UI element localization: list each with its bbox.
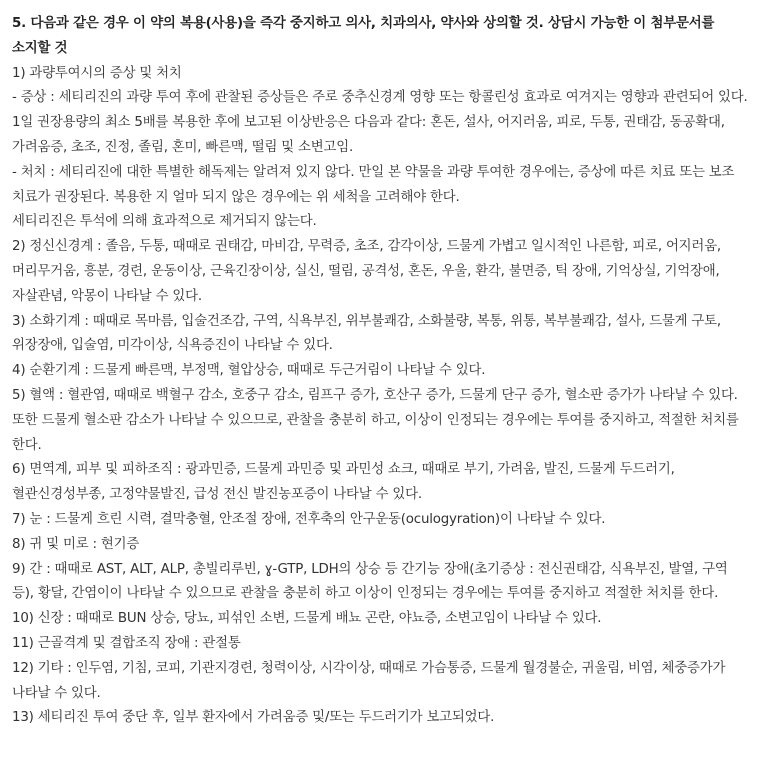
- overdose-symptoms: - 증상 : 세티리진의 과량 투여 후에 관찰된 증상들은 주로 중추신경계 영향 또는 항콜린성 효과로 여겨지는 영향과 관련되어 있다. 1일 권장용량의 최소 5배를 복용한 후에 보고된 이상반응은 다음과 같다: 혼돈, 설사, 어지러움, 피로, 두통, 권태감, 동공확대, 가려움증, 초조, 진정, 졸림, 혼미, 빠른맥, 떨림 및 소변고임.: [12, 90, 748, 155]
- neuro-effects: 2) 정신신경계 : 졸음, 두통, 때때로 권태감, 마비감, 무력증, 초조, 감각이상, 드물게 가볍고 일시적인 나른함, 피로, 어지러움, 머리무거움, 흥분, 경련, 운동이상, 근육긴장이상, 실신, 떨림, 공격성, 혼돈, 우울, 환각, 불면증, 틱 장애, 기억상실, 기억장애, 자살관념, 악몽이 나타날 수 있다.: [12, 239, 721, 304]
- musculoskeletal-effects: 11) 근골격계 및 결합조직 장애 : 관절통: [12, 635, 241, 651]
- other-effects: 12) 기타 : 인두염, 기침, 코피, 기관지경련, 청력이상, 시각이상, 때때로 가슴통증, 드물게 월경불순, 귀울림, 비염, 체중증가가 나타날 수 있다.: [12, 660, 726, 701]
- eye-effects: 7) 눈 : 드물게 흐린 시력, 결막충혈, 안조절 장애, 전후축의 안구운동(oculogyration)이 나타날 수 있다.: [12, 511, 606, 527]
- ear-effects: 8) 귀 및 미로 : 현기증: [12, 536, 140, 552]
- immune-skin-effects: 6) 면역계, 피부 및 피하조직 : 광과민증, 드물게 과민증 및 과민성 쇼크, 때때로 부기, 가려움, 발진, 드물게 두드러기, 혈관신경성부종, 고정약물발진, 급성 전신 발진농포증이 나타날 수 있다.: [12, 462, 675, 503]
- overdose-title: 1) 과량투여시의 증상 및 처치: [12, 65, 182, 81]
- digestive-effects: 3) 소화기계 : 때때로 목마름, 입술건조감, 구역, 식욕부진, 위부불쾌감, 소화불량, 복통, 위통, 복부불쾌감, 설사, 드물게 구토, 위장장애, 입술염, 미각이상, 식욕증진이 나타날 수 있다.: [12, 313, 721, 354]
- circulatory-effects: 4) 순환기계 : 드물게 빠른맥, 부정맥, 혈압상승, 때때로 두근거림이 나타날 수 있다.: [12, 363, 486, 379]
- dialysis-note: 세티리진은 투석에 의해 효과적으로 제거되지 않는다.: [12, 214, 317, 230]
- discontinuation-note: 13) 세티리진 투여 중단 후, 일부 환자에서 가려움증 및/또는 두드러기가 보고되었다.: [12, 710, 495, 726]
- section-heading: 5. 다음과 같은 경우 이 약의 복용(사용)을 즉각 중지하고 의사, 치과의사, 약사와 상의할 것. 상담시 가능한 이 첨부문서를 소지할 것: [12, 16, 715, 56]
- blood-effects: 5) 혈액 : 혈관염, 때때로 백혈구 감소, 호중구 감소, 림프구 증가, 호산구 증가, 드물게 단구 증가, 혈소판 증가가 나타날 수 있다. 또한 드물게 혈소판 감소가 나타날 수 있으므로, 관찰을 충분히 하고, 이상이 인정되는 경우에는 투여를 중지하고, 적절한 처치를 한다.: [12, 387, 739, 453]
- kidney-effects: 10) 신장 : 때때로 BUN 상승, 당뇨, 피섞인 소변, 드물게 배뇨 곤란, 야뇨증, 소변고임이 나타날 수 있다.: [12, 611, 602, 627]
- overdose-treatment: - 처치 : 세티리진에 대한 특별한 해독제는 알려져 있지 않다. 만일 본 약물을 과량 투여한 경우에는, 증상에 따른 치료 또는 보조 치료가 권장된다. 복용한 지 얼마 되지 않은 경우에는 위 세척을 고려해야 한다.: [12, 164, 735, 205]
- liver-effects: 9) 간 : 때때로 AST, ALT, ALP, 총빌리루빈, ɣ-GTP, LDH의 상승 등 간기능 장애(초기증상 : 전신권태감, 식욕부진, 발열, 구역 등), 황달, 간염이이 나타날 수 있으므로 관찰을 충분히 하고 이상이 인정되는 경우에는 투여를 중지하고 적절한 처치를 한다.: [12, 561, 728, 602]
